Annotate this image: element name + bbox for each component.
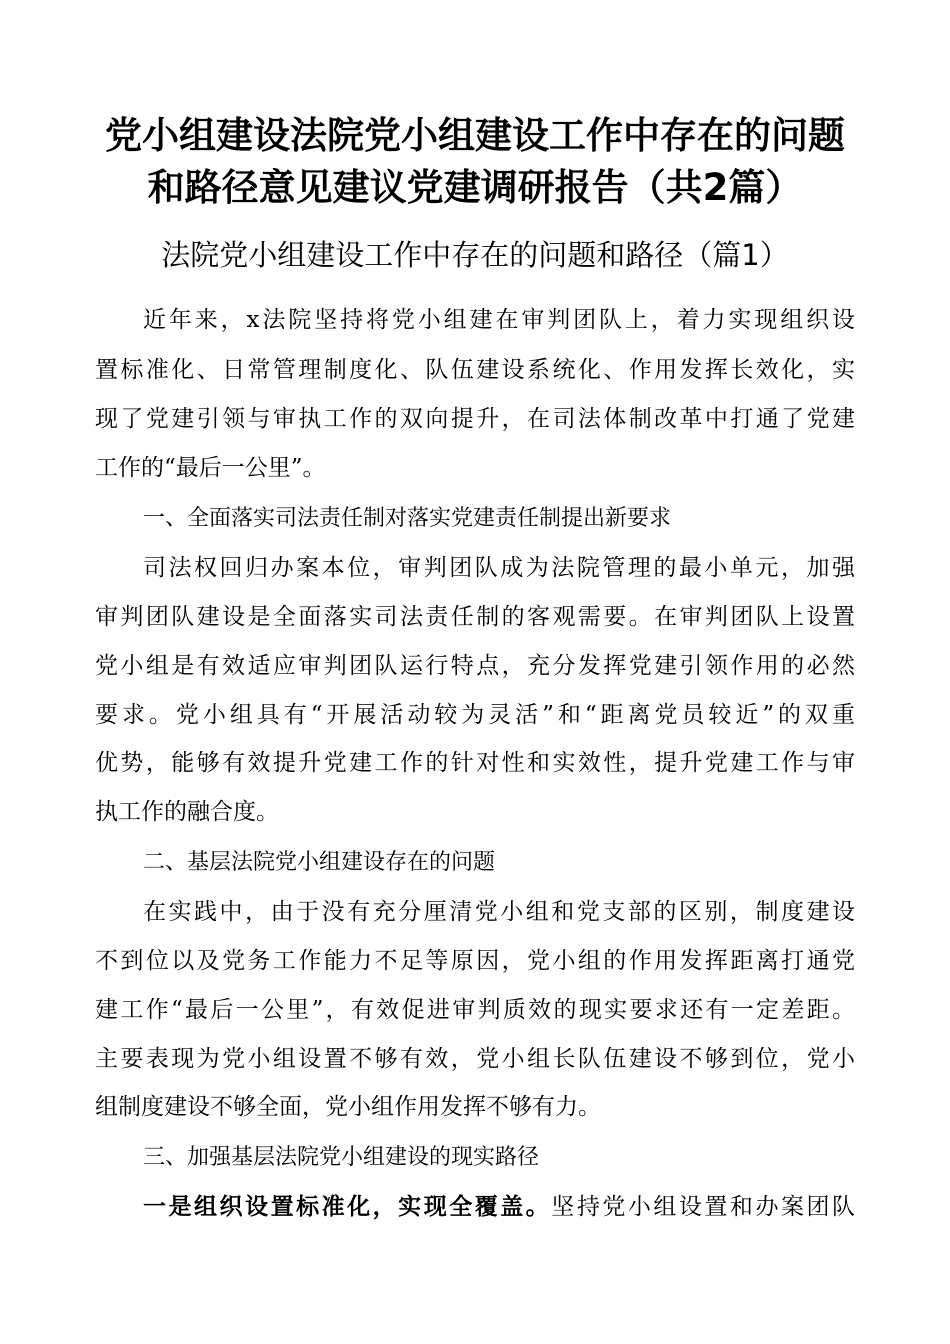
section-1-line: 党小组是有效适应审判团队运行特点，充分发挥党建引领作用的必然	[95, 653, 855, 679]
section-1-heading: 一、全面落实司法责任制对落实党建责任制提出新要求	[143, 506, 672, 531]
section-2-heading: 二、基层法院党小组建设存在的问题	[143, 850, 496, 875]
section-3-line	[143, 1190, 855, 1224]
section-1-line: 优势，能够有效提升党建工作的针对性和实效性，提升党建工作与审	[95, 750, 855, 776]
section-3-lead-text: 坚持党小组设置和办案团队	[551, 1194, 856, 1220]
section-2-line: 主要表现为党小组设置不够有效，党小组长队伍建设不够到位，党小	[95, 1046, 855, 1072]
intro-line: 近年来，x法院坚持将党小组建在审判团队上，着力实现组织设	[143, 307, 855, 333]
section-2-line: 不到位以及党务工作能力不足等原因，党小组的作用发挥距离打通党	[95, 948, 855, 974]
intro-line: 现了党建引领与审执工作的双向提升，在司法体制改革中打通了党建	[95, 406, 855, 432]
section-1-line: 要求。党小组具有“开展活动较为灵活”和“距离党员较近”的双重	[95, 702, 855, 728]
section-1-line: 审判团队建设是全面落实司法责任制的客观需要。在审判团队上设置	[95, 604, 855, 630]
document-title-line-2: 和路径意见建议党建调研报告（共2篇）	[147, 166, 803, 209]
section-2-line: 在实践中，由于没有充分厘清党小组和党支部的区别，制度建设	[143, 899, 855, 925]
intro-line: 工作的“最后一公里”。	[95, 455, 326, 481]
document-subtitle: 法院党小组建设工作中存在的问题和路径（篇1）	[161, 238, 789, 272]
section-3-bold-lead: 一是组织设置标准化，实现全覆盖。	[143, 1194, 552, 1220]
section-2-line: 建工作“最后一公里”，有效促进审判质效的现实要求还有一定差距。	[95, 997, 855, 1023]
section-1-line: 司法权回归办案本位，审判团队成为法院管理的最小单元，加强	[143, 555, 855, 581]
section-1-line: 执工作的融合度。	[95, 799, 279, 825]
document-title-line-1: 党小组建设法院党小组建设工作中存在的问题	[105, 114, 845, 157]
intro-line: 置标准化、日常管理制度化、队伍建设系统化、作用发挥长效化，实	[95, 357, 855, 383]
section-2-line: 组制度建设不够全面，党小组作用发挥不够有力。	[95, 1094, 601, 1120]
section-3-heading: 三、加强基层法院党小组建设的现实路径	[143, 1145, 540, 1170]
